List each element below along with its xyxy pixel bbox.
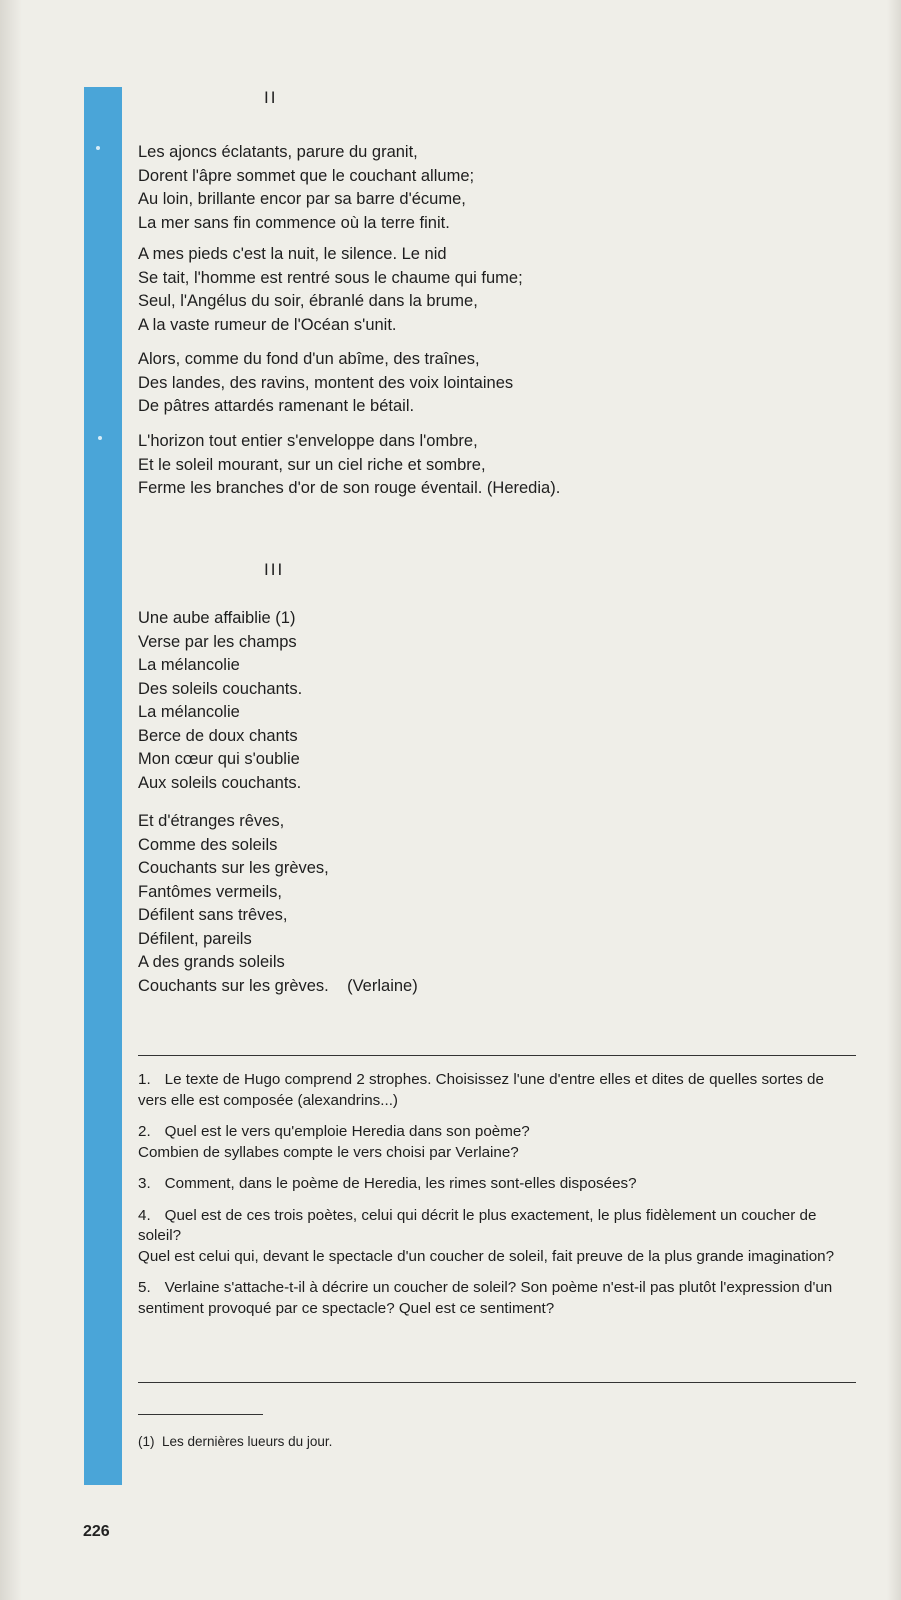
question-number: 3. [138, 1175, 151, 1192]
footnote-rule [138, 1414, 263, 1415]
question-text: Comment, dans le poème de Heredia, les rimes sont-elles disposées? [164, 1175, 637, 1192]
verse-line: Berce de doux chants [138, 726, 298, 745]
verse-line: Fantômes vermeils, [138, 882, 282, 901]
stanza-iii-1 [138, 607, 302, 795]
bar-speck-1 [96, 146, 100, 150]
question-line [138, 1278, 856, 1319]
question-line: Combien de syllabes compte le vers choisi par Verlaine? [138, 1143, 519, 1161]
question-item [138, 1122, 856, 1163]
stanza-ii-2 [138, 243, 523, 337]
verse-line: L'horizon tout entier s'enveloppe dans l'ombre, [138, 432, 478, 450]
question-line [138, 1174, 856, 1195]
verse-line: Et le soleil mourant, sur un ciel riche et sombre, [138, 455, 486, 474]
question-item [138, 1070, 856, 1111]
verse-line: Dorent l'âpre sommet que le couchant allume; [138, 166, 475, 185]
page-binding-shadow [0, 0, 22, 1600]
verse-line: A mes pieds c'est la nuit, le silence. Le nid [138, 245, 447, 263]
verse-line: Se tait, l'homme est rentré sous le chaume qui fume; [138, 268, 523, 287]
verse-line: Des landes, des ravins, montent des voix lointaines [138, 373, 514, 392]
questions-top-rule [138, 1055, 856, 1056]
question-line [138, 1206, 856, 1247]
question-item [138, 1278, 856, 1319]
footnote: (1) Les dernières lueurs du jour. [138, 1434, 333, 1449]
verse-line: Les ajoncs éclatants, parure du granit, [138, 143, 418, 161]
question-text: Le texte de Hugo comprend 2 strophes. Choisissez l'une d'entre elles et dites de quelles sortes de vers elle est composée (alexandrins...) [138, 1071, 824, 1109]
question-number: 1. [138, 1071, 151, 1088]
verse-line: Défilent sans trêves, [138, 906, 288, 924]
page-number: 226 [83, 1523, 110, 1540]
verse-line: Ferme les branches d'or de son rouge éventail. (Heredia). [138, 479, 561, 497]
questions-bottom-rule [138, 1382, 856, 1383]
verse-line: Couchants sur les grèves, [138, 859, 329, 877]
stanza-iii-2 [138, 810, 418, 998]
section-numeral-iii: III [264, 560, 285, 579]
verse-line: Et d'étranges rêves, [138, 812, 285, 830]
verse-line: La mer sans fin commence où la terre finit. [138, 213, 450, 232]
verse-line: Comme des soleils [138, 835, 278, 854]
verse-line: Couchants sur les grèves. (Verlaine) [138, 976, 418, 995]
question-number: 4. [138, 1206, 151, 1224]
verse-line: Une aube affaiblie (1) [138, 609, 296, 627]
question-line [138, 1122, 856, 1143]
verse-line: Des soleils couchants. [138, 679, 303, 698]
verse-line: Alors, comme du fond d'un abîme, des traînes, [138, 350, 480, 368]
question-number: 5. [138, 1279, 151, 1296]
verse-line: A la vaste rumeur de l'Océan s'unit. [138, 315, 397, 334]
questions-list [138, 1070, 856, 1330]
question-line [138, 1070, 856, 1111]
verse-line: A des grands soleils [138, 953, 285, 971]
blue-margin-bar [84, 87, 122, 1485]
question-number: 2. [138, 1123, 151, 1140]
question-item [138, 1206, 856, 1268]
verse-line: Défilent, pareils [138, 929, 252, 948]
stanza-ii-4 [138, 430, 560, 501]
verse-line: Aux soleils couchants. [138, 773, 302, 792]
question-line: Quel est celui qui, devant le spectacle d'un coucher de soleil, fait preuve de la plus grande imagination? [138, 1247, 835, 1265]
bar-speck-2 [98, 436, 102, 440]
question-text: Quel est de ces trois poètes, celui qui décrit le plus exactement, le plus fidèlement un coucher de soleil? [138, 1206, 817, 1244]
question-item [138, 1174, 856, 1195]
verse-line: De pâtres attardés ramenant le bétail. [138, 397, 415, 415]
verse-line: Au loin, brillante encor par sa barre d'écume, [138, 190, 466, 208]
page-edge-shadow [887, 0, 901, 1600]
question-text: Verlaine s'attache-t-il à décrire un coucher de soleil? Son poème n'est-il pas plutôt l'expression d'un sentiment provoqué par ce spectacle? Quel est ce sentiment? [138, 1279, 833, 1317]
verse-line: La mélancolie [138, 656, 240, 674]
section-numeral-ii: II [264, 88, 278, 107]
stanza-ii-1 [138, 141, 474, 235]
verse-line: La mélancolie [138, 703, 240, 721]
verse-line: Seul, l'Angélus du soir, ébranlé dans la brume, [138, 292, 478, 310]
verse-line: Verse par les champs [138, 632, 297, 651]
question-text: Quel est le vers qu'emploie Heredia dans son poème? [164, 1123, 530, 1140]
verse-line: Mon cœur qui s'oublie [138, 750, 300, 768]
stanza-ii-3 [138, 348, 513, 419]
